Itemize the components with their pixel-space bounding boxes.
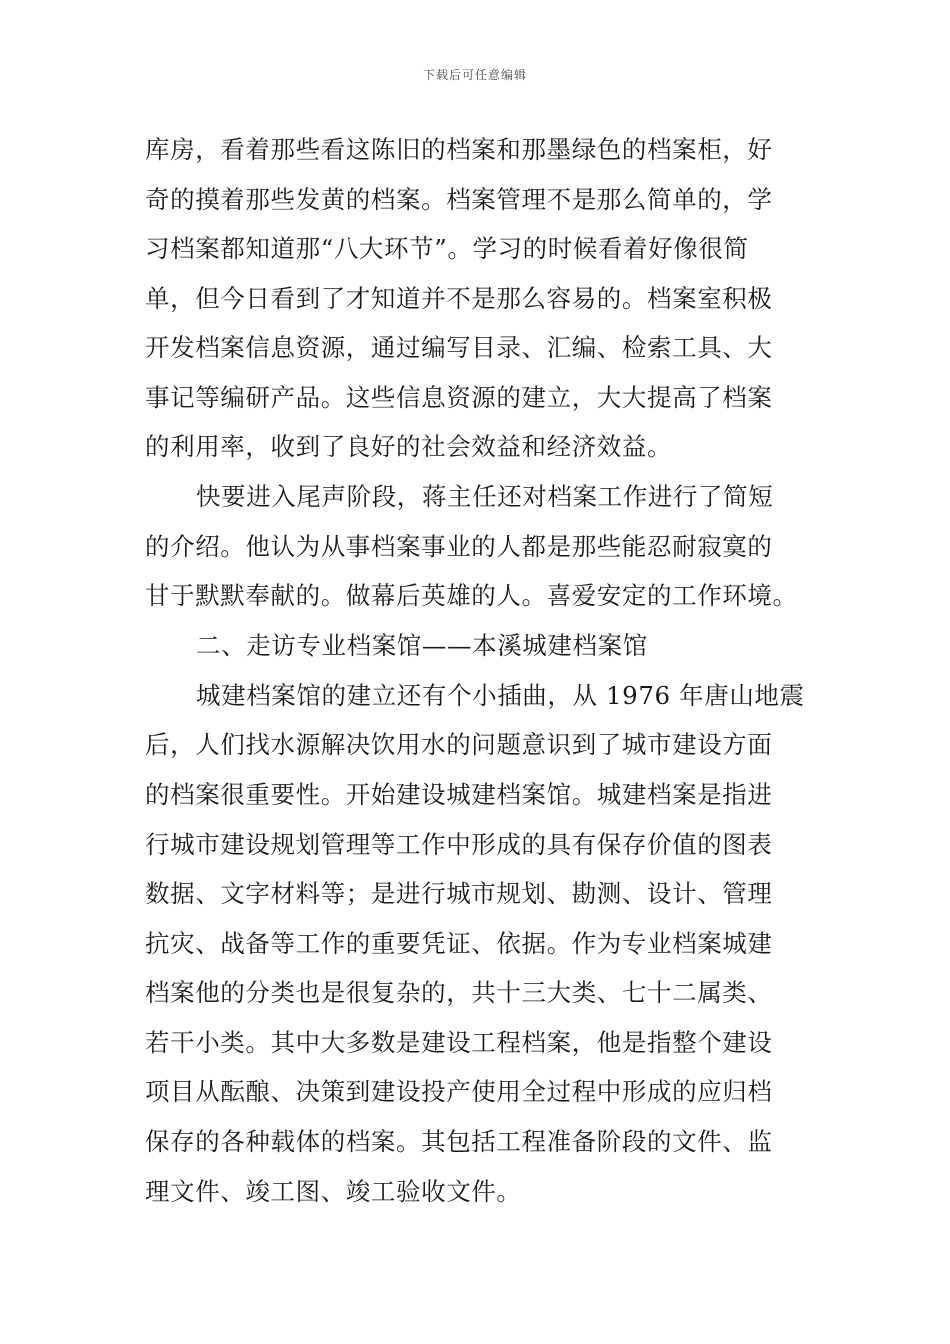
text-line: 数据、文字材料等；是进行城市规划、勘测、设计、管理 xyxy=(145,879,773,908)
text-line: 习档案都知道那“八大环节”。学习的时候看着好像很简 xyxy=(145,234,749,263)
text-line: 单，但今日看到了才知道并不是那么容易的。档案室积极 xyxy=(145,284,773,313)
text-line: 行城市建设规划管理等工作中形成的具有保存价值的图表 xyxy=(145,830,773,859)
text-line: 抗灾、战备等工作的重要凭证、依据。作为专业档案城建 xyxy=(145,929,773,958)
text-line: 事记等编研产品。这些信息资源的建立，大大提高了档案 xyxy=(145,383,773,412)
text-line: 的档案很重要性。开始建设城建档案馆。城建档案是指进 xyxy=(145,780,773,809)
text-line: 档案他的分类也是很复杂的，共十三大类、七十二属类、 xyxy=(145,978,773,1007)
section-heading: 二、走访专业档案馆——本溪城建档案馆 xyxy=(196,631,648,660)
paragraph-first-line: 城建档案馆的建立还有个小插曲，从 1976 年唐山地震 xyxy=(196,681,805,710)
text-line: 若干小类。其中大多数是建设工程档案，他是指整个建设 xyxy=(145,1028,773,1057)
text-line: 保存的各种载体的档案。其包括工程准备阶段的文件、监 xyxy=(145,1127,773,1156)
paragraph-first-line: 快要进入尾声阶段，蒋主任还对档案工作进行了简短 xyxy=(196,482,774,511)
text-line: 库房，看着那些看这陈旧的档案和那墨绿色的档案柜，好 xyxy=(145,135,773,164)
text-line: 项目从酝酿、决策到建设投产使用全过程中形成的应归档 xyxy=(145,1077,773,1106)
text-line: 后，人们找水源解决饮用水的问题意识到了城市建设方面 xyxy=(145,730,773,759)
text-line: 甘于默默奉献的。做幕后英雄的人。喜爱安定的工作环境。 xyxy=(145,581,798,610)
text-line: 开发档案信息资源，通过编写目录、汇编、检索工具、大 xyxy=(145,333,773,362)
text-line: 奇的摸着那些发黄的档案。档案管理不是那么简单的，学 xyxy=(145,185,773,214)
text-line: 的介绍。他认为从事档案事业的人都是那些能忍耐寂寞的 xyxy=(145,532,773,561)
text-line: 理文件、竣工图、竣工验收文件。 xyxy=(145,1177,522,1206)
page-header-note: 下载后可任意编辑 xyxy=(422,68,527,82)
text-line: 的利用率，收到了良好的社会效益和经济效益。 xyxy=(145,432,673,461)
